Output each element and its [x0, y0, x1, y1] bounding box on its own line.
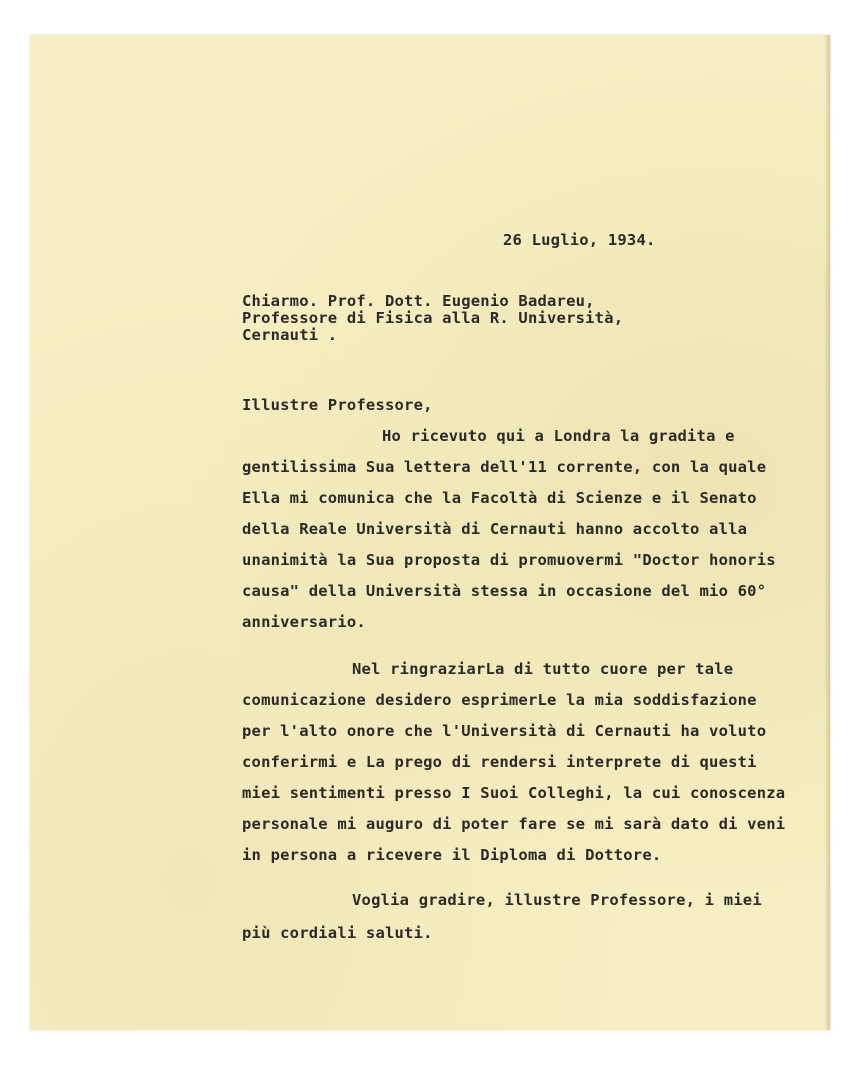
letter-date: 26 Luglio, 1934.	[503, 231, 656, 249]
body-line: Ella mi comunica che la Facoltà di Scienze e il Senato	[242, 489, 757, 507]
letter-page	[30, 35, 830, 1030]
address-line-3: Cernauti .	[242, 326, 338, 344]
address-line-2: Professore di Fisica alla R. Università,	[242, 309, 624, 327]
salutation: Illustre Professore,	[242, 396, 433, 414]
body-line: comunicazione desidero esprimerLe la mia soddisfazione	[242, 691, 757, 709]
body-line: conferirmi e La prego di rendersi interprete di questi	[242, 753, 757, 771]
body-line: in persona a ricevere il Diploma di Dottore.	[242, 846, 662, 864]
body-line: miei sentimenti presso I Suoi Colleghi, la cui conoscenza	[242, 784, 786, 802]
paper-edge-shadow	[824, 35, 830, 1030]
body-line: Ho ricevuto qui a Londra la gradita e	[382, 427, 735, 445]
body-line: personale mi auguro di poter fare se mi sarà dato di veni	[242, 815, 786, 833]
body-line: Nel ringraziarLa di tutto cuore per tale	[352, 660, 734, 678]
body-line: anniversario.	[242, 613, 366, 631]
body-line: per l'alto onore che l'Università di Cernauti ha voluto	[242, 722, 767, 740]
body-line: unanimità la Sua proposta di promuovermi "Doctor honoris	[242, 551, 776, 569]
address-line-1: Chiarmo. Prof. Dott. Eugenio Badareu,	[242, 292, 595, 310]
body-line: gentilissima Sua lettera dell'11 corrente, con la quale	[242, 458, 767, 476]
body-line: causa" della Università stessa in occasione del mio 60°	[242, 582, 767, 600]
body-line: della Reale Università di Cernauti hanno accolto alla	[242, 520, 748, 538]
closing-line-2: più cordiali saluti.	[242, 924, 433, 942]
closing-line-1: Voglia gradire, illustre Professore, i miei	[352, 891, 762, 909]
